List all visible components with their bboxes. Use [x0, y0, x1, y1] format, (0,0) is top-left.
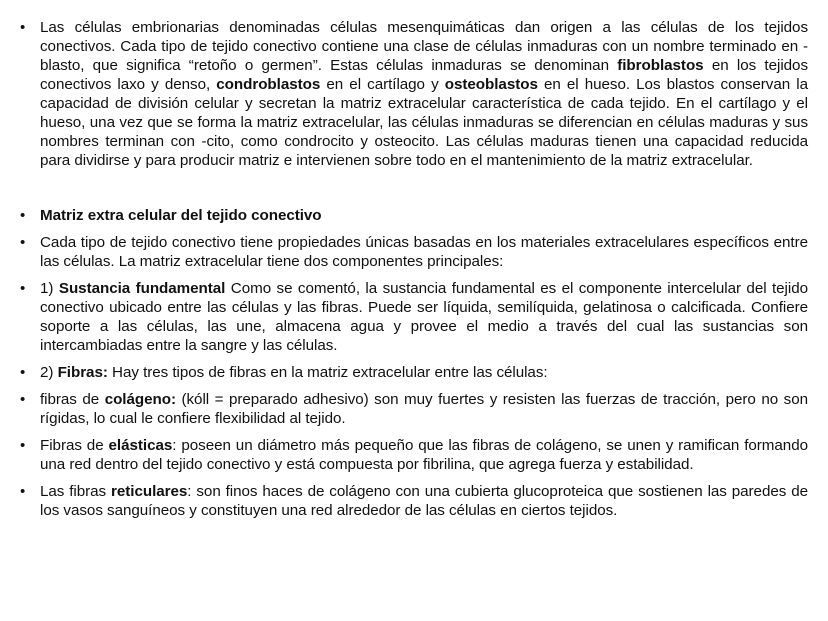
text-segment: en el cartílago y	[320, 76, 445, 93]
bold-term: fibroblastos	[617, 57, 704, 74]
bold-term: Matriz extra celular del tejido conectivo	[40, 207, 322, 224]
list-item	[18, 436, 808, 474]
bold-term: Fibras:	[57, 364, 108, 381]
list-item	[18, 363, 808, 382]
bold-term: colágeno:	[104, 391, 176, 408]
bullet-list	[18, 18, 808, 520]
bullet-icon: •	[20, 19, 26, 36]
text-segment: Las fibras	[40, 483, 112, 500]
bullet-icon: •	[20, 234, 26, 251]
bold-term: osteoblastos	[444, 76, 538, 93]
list-item	[18, 390, 808, 428]
text-segment: en el hueso. Los blastos conservan la capacidad de división celular y secretan la matriz extracelular característica de cada tejido. En el cartílago y el hueso, una vez que se forma la matriz extracelular, las células inmaduras se diferencian en células maduras y sus nombres terminan con -cito, como condrocito y osteocito. Las células maduras tienen una capacidad reducida para dividirse y para producir matriz e intervienen sobre todo en el mantenimiento de la matriz extracelular.	[40, 76, 808, 169]
bullet-icon: •	[20, 391, 26, 408]
text-segment: : son finos haces de colágeno con una cubierta glucoproteica que sostienen las paredes de los vasos sanguíneos y constituyen una red alrededor de las células en ciertos tejidos.	[40, 483, 808, 519]
text-segment: Las células embrionarias denominadas células mesenquimáticas dan origen a las células de los tejidos conectivos. Cada tipo de tejido conectivo contiene una clase de células inmaduras con un nombre terminado en -blasto, que significa “retoño o germen”. Estas células inmaduras se denominan	[40, 19, 808, 74]
bullet-icon: •	[20, 437, 26, 454]
text-segment: fibras de	[40, 391, 105, 408]
text-segment: Fibras de	[40, 437, 109, 454]
list-item	[18, 482, 808, 520]
bullet-icon: •	[20, 364, 26, 381]
bullet-icon: •	[20, 483, 26, 500]
bold-term: reticulares	[111, 483, 188, 500]
list-item	[18, 206, 808, 225]
list-item	[18, 233, 808, 271]
text-segment: Hay tres tipos de fibras en la matriz extracelular entre las células:	[107, 364, 548, 381]
text-segment: en los tejidos conectivos laxo y denso,	[40, 57, 808, 93]
bullet-icon: •	[20, 280, 26, 297]
bold-term: Sustancia fundamental	[58, 280, 226, 297]
bullet-icon: •	[20, 207, 26, 224]
text-segment: : poseen un diámetro más pequeño que las fibras de colágeno, se unen y ramifican formando una red dentro del tejido conectivo y está compuesta por fibrilina, que agrega fuerza y estabilidad.	[40, 437, 808, 473]
text-segment: 2)	[40, 364, 58, 381]
text-segment: Como se comentó, la sustancia fundamental es el componente intercelular del tejido conectivo ubicado entre las células y las fibras. Puede ser líquida, semilíquida, gelatinosa o calcificada. Confiere soporte a las células, las une, almacena agua y provee el medio a través del cual las sustancias son intercambiadas entre la sangre y las células.	[40, 280, 808, 354]
text-segment: Cada tipo de tejido conectivo tiene propiedades únicas basadas en los materiales extracelulares específicos entre las células. La matriz extracelular tiene dos componentes principales:	[40, 234, 808, 270]
bold-term: elásticas	[108, 437, 173, 454]
text-segment: 1)	[40, 280, 59, 297]
text-segment: (kóll = preparado adhesivo) son muy fuertes y resisten las fuerzas de tracción, pero no son rígidas, lo cual le confiere flexibilidad al tejido.	[40, 391, 808, 427]
list-item	[18, 18, 808, 170]
list-item	[18, 279, 808, 355]
bold-term: condroblastos	[216, 76, 321, 93]
